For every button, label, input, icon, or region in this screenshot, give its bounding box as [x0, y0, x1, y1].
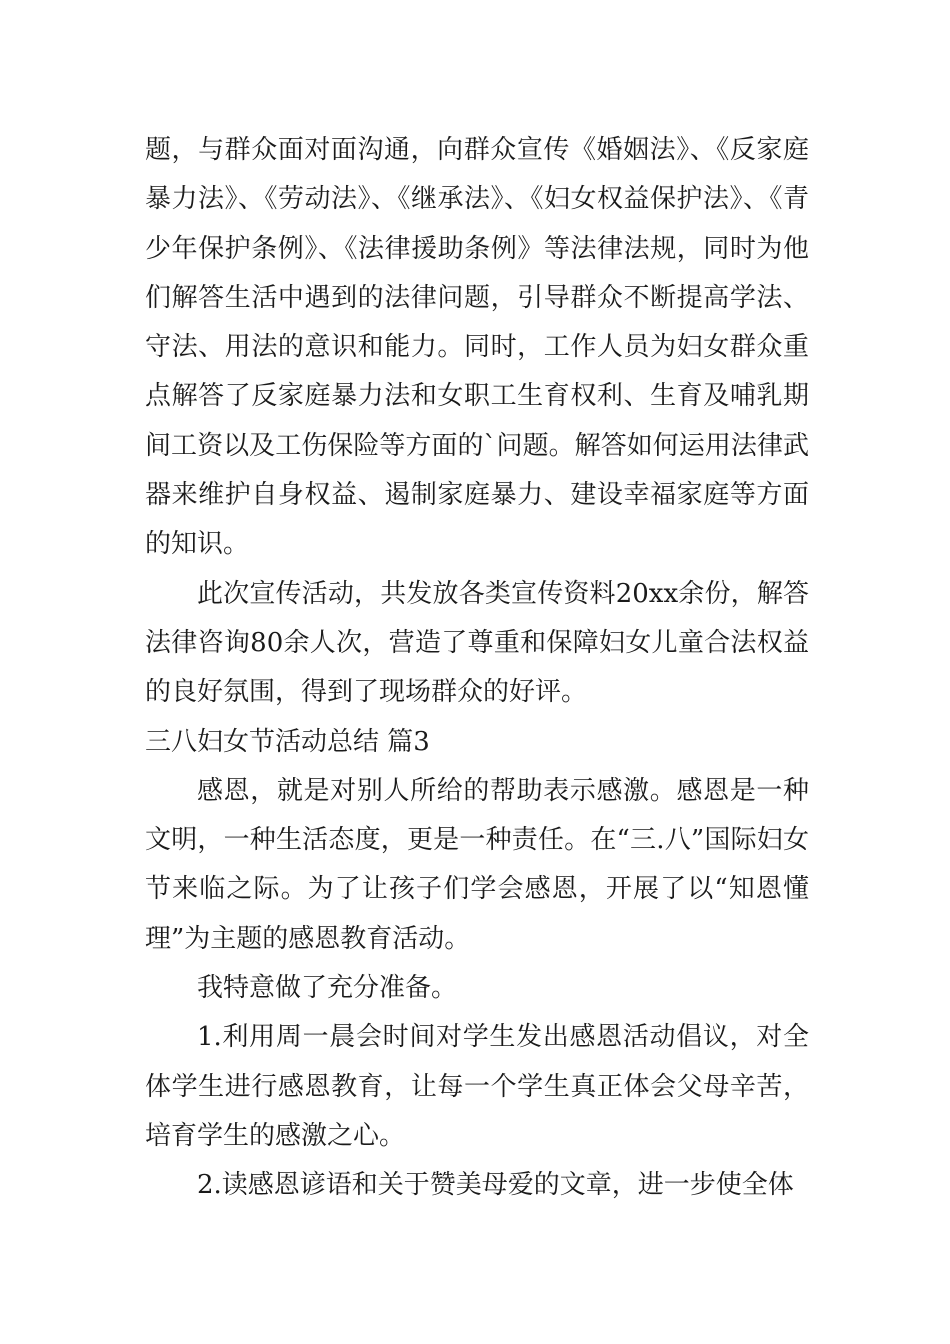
document-body: [145, 126, 809, 1211]
paragraph-item-2: 2.读感恩谚语和关于赞美母爱的文章，进一步使全体: [197, 1170, 794, 1201]
paragraph-legal-publicity: 题，与群众面对面沟通，向群众宣传《婚姻法》、《反家庭暴力法》、《劳动法》、《继承法》、《妇女权益保护法》、《青少年保护条例》、《法律援助条例》等法律法规，同时为他们解答生活中遇到的法律问题，引导群众不断提高学法、守法、用法的意识和能力。同时，工作人员为妇女群众重点解答了反家庭暴力法和女职工生育权利、生育及哺乳期间工资以及工伤保险等方面的`问题。解答如何运用法律武器来维护自身权益、遏制家庭暴力、建设幸福家庭等方面的知识。: [145, 135, 809, 560]
paragraph-preparation: 我特意做了充分准备。: [197, 973, 458, 1004]
section-heading: 三八妇女节活动总结 篇3: [145, 726, 430, 757]
paragraph-item-1: 1.利用周一晨会时间对学生发出感恩活动倡议，对全体学生进行感恩教育，让每一个学生真正体会父母辛苦，培育学生的感激之心。: [145, 1022, 809, 1151]
paragraph-activity-results: 此次宣传活动，共发放各类宣传资料20xx余份，解答法律咨询80余人次，营造了尊重和保障妇女儿童合法权益的良好氛围，得到了现场群众的好评。: [145, 578, 809, 708]
paragraph-gratitude-intro: 感恩，就是对别人所给的帮助表示感激。感恩是一种文明，一种生活态度，更是一种责任。在“三.八”国际妇女节来临之际。为了让孩子们学会感恩，开展了以“知恩懂理”为主题的感恩教育活动。: [145, 775, 809, 954]
